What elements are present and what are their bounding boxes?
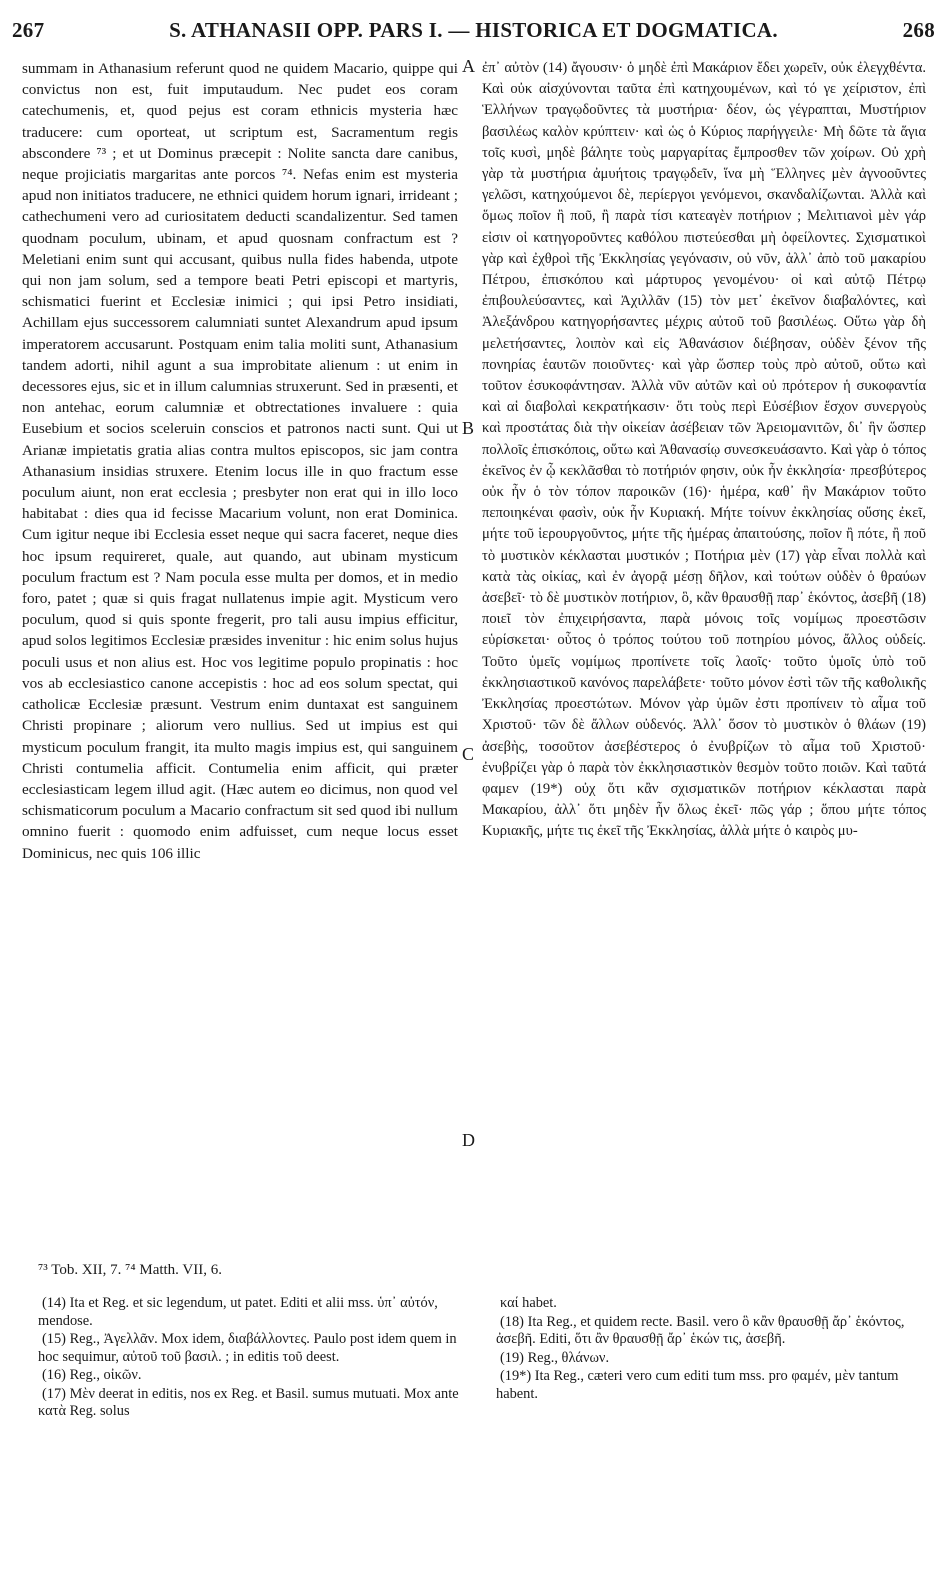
footnotes-left: [38, 1295, 463, 1422]
footnote: (17) Μὲν deerat in editis, nos ex Reg. et Basil. sumus mutuati. Mox ante κατὰ Reg. solus: [38, 1385, 459, 1419]
footnote: (19) Reg., θλάνων.: [500, 1349, 610, 1366]
page-header: [12, 18, 935, 52]
latin-text: summam in Athanasium referunt quod ne quidem Macario, quippe qui convictus non est, fuit imputaudum. Nec pudet eos coram catechumenis, et, quod pejus est coram ethnicis mysteria hæc traducere: cum oporteat, ut scriptum est, Sacramentum regis abscondere ⁷³ ; et ut Dominus præcepit : Nolite sancta dare canibus, neque projiciatis margaritas ante porcos ⁷⁴. Nefas enim est mysteria apud non initiatos traducere, ne ethnici quidem horum ignari, irrideant ; cathechumeni vero ad curiositatem deducti scandalizentur. Sed tamen quodnam poculum, ubinam, et apud quosnam confractum est ? Meletiani enim sunt qui accusant, quibus nulla fides habenda, utpote qui non jam solum, sed a tempore beati Petri episcopi et martyris, schismatici fuerint et Ecclesiæ inimici ; qui ipsi Petro insidiati, Achillam ejus successorem calumniati suntet Alexandrum apud ipsum imperatorem accusarunt. Postquam enim talia moliti sunt, Athanasium tandem adorti, nihil agunt a sua improbitate alienum : ut enim in decessores ejus, sic et in illum calumnias struxerunt. Sed in præsenti, et non antehac, eorum calumniæ et obtrectationes invaluere : quia Eusebium et socios sceleruin conscios et patronos nacti sunt. Qui ut Arianæ impietatis gratia alias contra multos episcopos, sic jam contra Athanasium insidias struxere. Etenim locus ille in quo fractum esse poculum aiunt, non erat ecclesia ; presbyter non erat qui in illo loco habitabat : dies qua id fecisse Macarium volunt, non erat Dominica. Cum igitur neque ibi Ecclesia esset neque qui sacra faceret, neque dies hoc ipsum requireret, quale, aut quando, aut ubinam mysticum poculum fractum est ? Nam pocula esse multa per domos, et in medio foro, patet ; quæ si quis fragat nullatenus impie agit. Mysticum vero poculum, quod si quis sponte fregerit, pro tali ausu impius efficitur, apud solos legitimos Ecclesiæ præsides invenitur : hic enim solus hujus poculi usus et non alius est. Hoc vos legitime populo propinatis : hoc vos ab ecclesiastico canone accepistis : hoc ad eos solum spectat, qui catholicæ Ecclesiæ præsunt. Vestrum enim duntaxat est sanguinem Christi propinare ; aliorum vero nullius. Sed ut impius est qui mysticum poculum frangit, ita multo magis impius est, qui sanguinem Christi contumelia afficit. Contumelia enim afficit, qui præter ecclesiasticam legem illud agit. (Hæc autem eo dicimus, non quod vel schismaticorum poculum a Macario confractum sit sed quod ibi nullum omnino fuerit : quomodo enim adfuisset, cum neque locus esset Dominicus, nec quis 106 illic: [22, 60, 458, 862]
page-number-right: 268: [902, 18, 935, 42]
latin-column: [22, 58, 458, 864]
margin-marker-d: D: [462, 1130, 475, 1150]
footnote: (14) Ita et Reg. et sic legendum, ut patet. Editi et alii mss. ὑπ᾽ αὐτόν, mendose.: [38, 1295, 438, 1329]
margin-marker-c: C: [462, 744, 475, 764]
greek-column: [482, 58, 926, 843]
running-title: S. ATHANASII OPP. PARS I. — HISTORICA ET DOGMATICA.: [169, 18, 778, 42]
footnote: (15) Reg., Ἀγελλᾶν. Mox idem, διαβάλλοντες. Paulo post idem quem in hoc sequimur, αὐτοῦ τοῦ βασιλ. ; in editis τοῦ deest.: [38, 1331, 457, 1365]
margin-marker-b: B: [462, 418, 475, 438]
greek-text: ἐπ᾽ αὐτὸν (14) ἄγουσιν· ὁ μηδὲ ἐπὶ Μακάριον ἔδει χωρεῖν, οὐκ ἐλεγχθέντα. Καὶ οὐκ αἰσχύνονται ταῦτα ἐπὶ κατηχουμένων, καὶ τό γε χείριστον, ἐπὶ Ἑλλήνων τραγῳδοῦντες τὰ μυστήρια· δέον, ὡς γέγραπται, Μυστήριον βασιλέως καλὸν κρύπτειν· καὶ ὡς ὁ Κύριος παρήγγειλε· Μὴ δῶτε τὰ ἅγια τοῖς κυσὶ, μηδὲ βάλητε τοὺς μαργαρίτας ἔμπροσθεν τῶν χοίρων. Οὐ χρὴ γὰρ τὰ μυστήρια ἀμυήτοις τραγῳδεῖν, ἵνα μὴ Ἕλληνες μὲν ἀγνοοῦντες γελῶσι, κατηχούμενοι δὲ, περίεργοι γενόμενοι, σκανδαλίζωνται. Ἀλλὰ καὶ ὅμως ποῖον ἢ ποῦ, ἢ παρὰ τίσι κατεαγὲν ποτήριον ; Μελιτιανοὶ μὲν γάρ εἰσιν οἱ κατηγοροῦντες καθόλου πιστεύεσθαι μὴ ὀφείλοντες. Σχισματικοὶ γὰρ καὶ ἐχθροὶ τῆς Ἐκκλησίας γεγόνασιν, οὐ νῦν, ἀλλ᾽ ἀπὸ τοῦ μακαρίου Πέτρου, ἐπισκόπου καὶ μάρτυρος γενομένου· οἱ καὶ αὐτῷ Πέτρῳ ἐπιβουλεύσαντες, καὶ Ἀχιλλᾶν (15) τὸν μετ᾽ ἐκεῖνον διαβαλόντες, καὶ Ἀλεξάνδρου κατηγορήσαντες μέχρις αὐτοῦ τοῦ βασιλέως. Οὕτω γὰρ δὴ μελετήσαντες, λοιπὸν καὶ εἰς Ἀθανάσιον διέβησαν, οὐδὲν ξένον τῆς πονηρίας ἑαυτῶν ποιοῦντες· καὶ γὰρ ὥσπερ τοὺς πρὸ αὐτοῦ, οὕτω καὶ τοῦτον ἐσυκοφάντησαν. Ἀλλὰ νῦν αὐτῶν καὶ οὐ πρότερον ἡ συκοφαντία καὶ αἱ διαβολαὶ κεκρατήκασιν· ὅτι τοὺς περὶ Εὐσέβιον ἔσχον συνεργοὺς καὶ προστάτας διὰ τὴν οἰκείαν ἀσέβειαν τῶν Ἀρειομανιτῶν, δι᾽ ἣν ὥσπερ πολλοῖς ἐπισκόποις, οὕτω καὶ Ἀθανασίῳ συνεσκευάσαντο. Καὶ γὰρ ὁ τόπος ἐκεῖνος ἐν ᾧ κεκλᾶσθαι τὸ ποτήριόν φησιν, οὐκ ἦν ἐκκλησία· πρεσβύτερος οὐκ ἦν ὁ τὸν τόπον παροικῶν (16)· ἡμέρα, καθ᾽ ἣν Μακάριον τοῦτο πεποιηκέναι φασὶν, οὐκ ἦν Κυριακή. Μήτε τοίνυν ἐκκλησίας οὔσης ἐκεῖ, μήτε τοῦ ἱερουργοῦντος, μήτε τῆς ἡμέρας ἀπαιτούσης, ποῖον ἢ πότε, ἢ ποῦ τὸ μυστικὸν κέκλασται μυστικόν ; Ποτήρια μὲν (17) γὰρ εἶναι πολλὰ καὶ κατὰ τὰς οἰκίας, καὶ ἐν ἀγορᾷ μέσῃ δῆλον, καὶ τούτων οὐδὲν ὁ θραύων ἀσεβεῖ· τὸ δὲ μυστικὸν ποτήριον, ὃ, κἂν θραυσθῇ παρ᾽ ἑκόντος, ἀσεβῆ (18) ποιεῖ τὸν ἐπιχειρήσαντα, παρὰ μόνοις τοῖς νομίμως προεστῶσιν εὑρίσκεται· οὗτος ὁ τρόπος τούτου τοῦ ποτηρίου μόνος, ἄλλος οὐδείς. Τοῦτο ὑμεῖς νομίμως προπίνετε τοῖς λαοῖς· τοῦτο ὑμοῖς ὑπὸ τοῦ ἐκκλησιαστικοῦ κανόνος παρελάβετε· τοῦτο μόνον ἐστὶ τῶν τῆς καθολικῆς Ἐκκλησίας προεστώτων. Μόνον γὰρ ὑμῶν ἐστι προπίνειν τὸ αἷμα τοῦ Χριστοῦ· τῶν δὲ ἄλλων οὐδενός. Ἀλλ᾽ ὅσον τὸ μυστικὸν ὁ θλάων (19) ἀσεβὴς, τοσοῦτον ἀσεβέστερος ὁ ἐνυβρίζων τὸ αἷμα τοῦ Χριστοῦ· ἐνυβρίζει γὰρ ὁ παρὰ τὸν ἐκκλησιαστικὸν θεσμὸν τοῦτο ποιῶν. Καὶ ταῦτά φαμεν (19*) οὐχ ὅτι κἂν σχισματικῶν ποτήριον κέκλασται παρὰ Μακαρίου, ἀλλ᾽ ὅτι μηδὲν ἦν ὅλως ἐκεῖ· πῶς γάρ ; ὅπου μήτε τόπος Κυριακῆς, μήτε τις ἐκεῖ τῆς Ἐκκλησίας, ἀλλὰ μήτε ὁ καιρὸς μυ-: [482, 60, 926, 840]
footnotes-right: [496, 1295, 921, 1404]
footnote: (18) Ita Reg., et quidem recte. Basil. vero ὃ κἂν θραυσθῇ ἄρ᾽ ἑκόντος, ἀσεβῆ. Editi, ὅτι ἂν θραυσθῇ ἄρ᾽ ἑκών τις, ἀσεβῆ.: [496, 1313, 905, 1347]
footnote: (16) Reg., οἰκῶν.: [42, 1367, 142, 1383]
footnote: καί habet.: [500, 1295, 557, 1311]
footnote: (19*) Ita Reg., cæteri vero cum editi tum mss. pro φαμέν, μὲν tantum habent.: [496, 1368, 899, 1402]
page-number-left: 267: [12, 18, 45, 42]
margin-marker-a: A: [462, 56, 475, 76]
scripture-references: ⁷³ Tob. XII, 7. ⁷⁴ Matth. VII, 6.: [38, 1262, 222, 1278]
